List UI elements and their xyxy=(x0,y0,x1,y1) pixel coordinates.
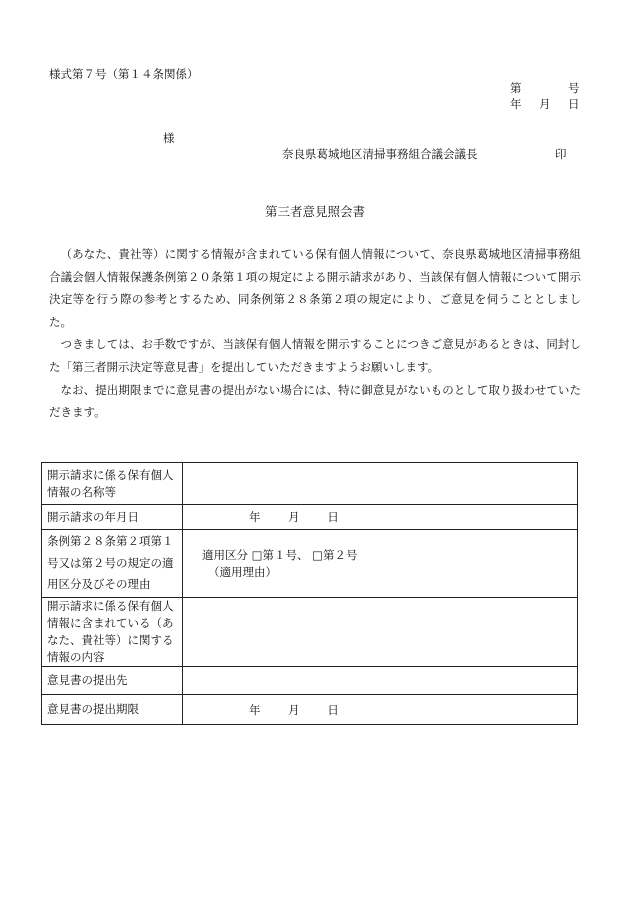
request-day: 日 xyxy=(327,510,339,524)
body-paragraph: （あなた、貴社等）に関する情報が含まれている保有個人情報について、奈良県葛城地区清掃事務組合議会個人情報保護条例第２０条第１項の規定による開示請求があり、当該保有個人情報について開示決定等を行う際の参考とするため、同条例第２８条第２項の規定により、ご意見を伺うこととしました。 xyxy=(49,247,581,329)
date-cell[interactable] xyxy=(183,695,578,725)
body-paragraph: なお、提出期限までに意見書の提出がない場合には、特に御意見がないものとして取り扱わせていただきます。 xyxy=(49,382,581,420)
deadline-day: 日 xyxy=(327,702,339,717)
document-title: 第三者意見照会書 xyxy=(264,204,365,219)
info-table xyxy=(41,462,578,725)
table-row xyxy=(42,463,578,505)
table-row xyxy=(42,667,578,695)
deadline-year: 年 xyxy=(249,702,261,717)
reason-label: （適用理由） xyxy=(208,564,277,579)
input-cell[interactable] xyxy=(183,598,578,667)
addressee: 様 xyxy=(163,131,175,145)
deadline-month: 月 xyxy=(288,702,300,717)
date-year: 年 xyxy=(510,97,522,111)
number-prefix: 第 xyxy=(510,81,522,95)
input-cell[interactable] xyxy=(183,463,578,505)
table-row xyxy=(42,530,578,598)
row-label: 条例第２８条第２項第１号又は第２号の規定の適用区分及びその理由 xyxy=(42,530,183,598)
body-text xyxy=(49,243,581,424)
request-year: 年 xyxy=(249,510,261,524)
input-cell[interactable] xyxy=(183,667,578,695)
row-label: 開示請求の年月日 xyxy=(42,505,183,530)
row-label: 開示請求に係る保有個人情報の名称等 xyxy=(42,463,183,505)
row-label: 意見書の提出期限 xyxy=(42,695,183,725)
sender-name: 奈良県葛城地区清掃事務組合議会議長 xyxy=(282,147,478,161)
request-month: 月 xyxy=(288,510,300,524)
date-cell[interactable] xyxy=(183,505,578,530)
category-checkboxes[interactable]: 適用区分 □第１号、 □第２号 xyxy=(202,547,358,562)
number-suffix: 号 xyxy=(568,81,580,95)
document-number-line xyxy=(508,80,580,96)
body-paragraph: つきましては、お手数ですが、当該保有個人情報を開示することにつきご意見があるときは、同封した「第三者開示決定等意見書」を提出していただきますようお願いします。 xyxy=(49,337,581,374)
row-label: 開示請求に係る保有個人情報に含まれている（あなた、貴社等）に関する情報の内容 xyxy=(42,598,183,667)
date-day: 日 xyxy=(568,97,580,111)
form-number: 様式第７号（第１４条関係） xyxy=(49,67,199,81)
category-cell[interactable] xyxy=(183,530,578,598)
seal-mark: 印 xyxy=(555,147,567,161)
table-row xyxy=(42,598,578,667)
table-row xyxy=(42,695,578,725)
row-label: 意見書の提出先 xyxy=(42,667,183,695)
date-line xyxy=(508,96,580,112)
date-month: 月 xyxy=(539,97,551,111)
document-number-date xyxy=(508,80,580,112)
table-row xyxy=(42,505,578,530)
